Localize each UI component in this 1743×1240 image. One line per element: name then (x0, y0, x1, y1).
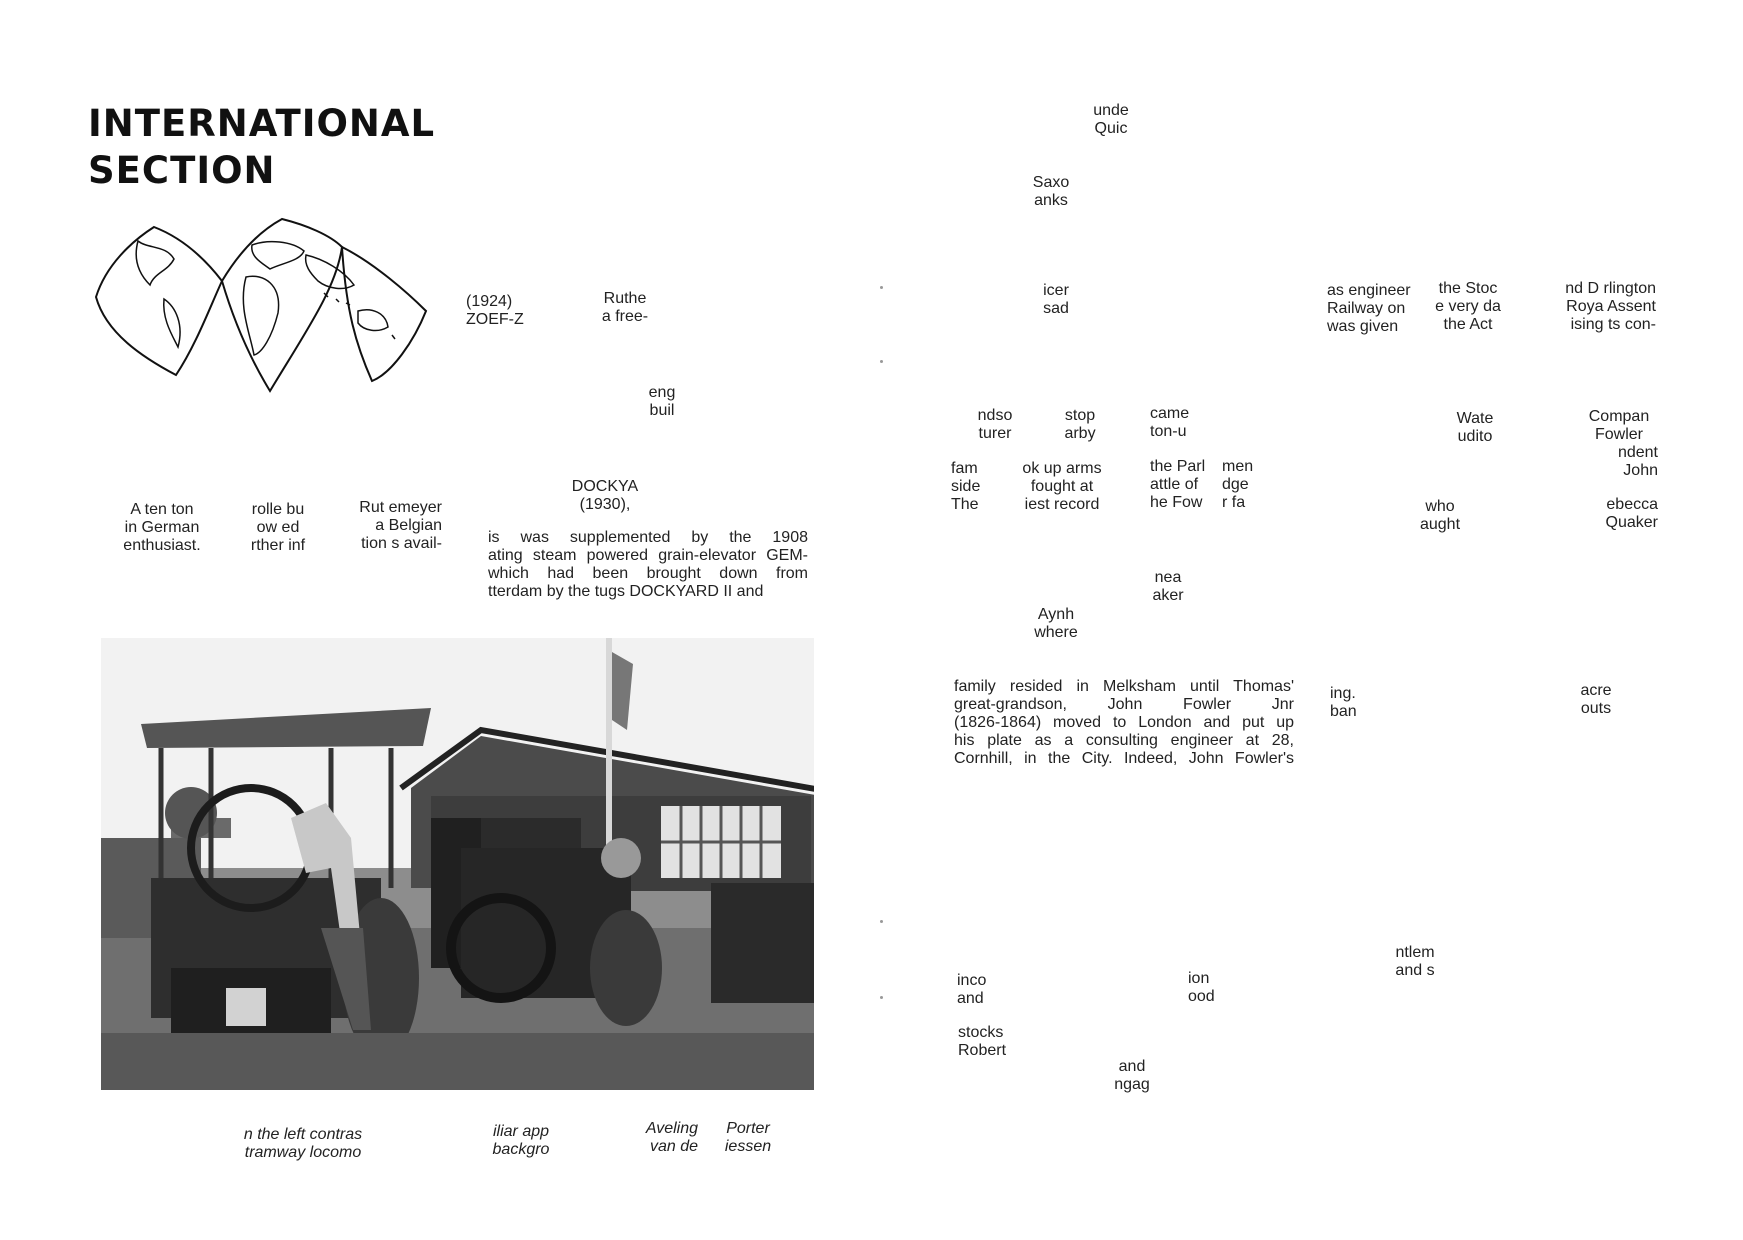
text-line: ing. (1330, 685, 1356, 702)
text-line: Wate (1456, 410, 1494, 427)
text-line: Saxo (1032, 174, 1070, 191)
text-line: n the left contras (243, 1126, 363, 1143)
text-line: family resided in Melksham until Thomas' (954, 678, 1294, 695)
text-line: Quaker (1605, 514, 1658, 531)
text-line: sad (1043, 300, 1069, 317)
text-line: rolle bu (251, 501, 305, 518)
text-line: Porter (726, 1120, 770, 1137)
fragment-ndso (972, 407, 1018, 443)
text-line: stocks (958, 1024, 1004, 1041)
fragment-wate (1452, 410, 1498, 446)
fragment-who (1410, 498, 1470, 534)
text-line: Railway on (1327, 300, 1406, 317)
title-line-1: INTERNATIONAL (88, 102, 436, 145)
photo-caption-a (228, 1126, 378, 1162)
photo-caption-d (718, 1120, 778, 1156)
scan-speck (880, 996, 883, 999)
fragment-icer (1036, 282, 1076, 318)
text-line: ntlem (1395, 944, 1435, 961)
caption-fragment-a (112, 501, 212, 555)
text-line: (1924) (466, 293, 513, 310)
text-line: tramway locomo (244, 1144, 362, 1161)
text-line: Ruthe (603, 290, 647, 307)
right-paragraph (954, 678, 1294, 768)
text-line: dge (1222, 476, 1249, 493)
text-line: Aveling (645, 1120, 698, 1137)
text-line: arby (1064, 425, 1096, 442)
steam-roller-photo (101, 638, 814, 1090)
text-line: the Stoc (1438, 280, 1498, 297)
text-line: he Fow (1150, 494, 1203, 511)
scan-speck (880, 286, 883, 289)
fragment-stoc (1428, 280, 1508, 334)
text-line: anks (1034, 192, 1068, 209)
caption-fragment-b (238, 501, 318, 555)
text-line: and (957, 990, 984, 1007)
text-line: a free- (601, 308, 649, 325)
text-line: iessen (724, 1138, 772, 1155)
scan-speck (880, 920, 883, 923)
text-line: Compan (1588, 408, 1650, 425)
text-line: ndso (977, 407, 1013, 424)
text-line: great-grandson, John Fowler Jnr (954, 696, 1294, 713)
fragment-men (1222, 458, 1253, 512)
text-line: A ten ton (130, 501, 194, 518)
text-line: van de (649, 1138, 698, 1155)
text-line: fam (951, 460, 978, 477)
fragment-saxo (1028, 174, 1074, 210)
text-line: The (951, 496, 979, 513)
text-line: Rut emeyer (359, 499, 442, 516)
text-line: rther inf (250, 537, 306, 554)
photo-caption-c (630, 1120, 698, 1156)
text-line: fought at (1030, 478, 1094, 495)
text-line: Aynh (1037, 606, 1075, 623)
text-line: who (1425, 498, 1455, 515)
text-line: DOCKYA (571, 478, 639, 495)
fragment-acre (1574, 682, 1618, 718)
fragment-came (1150, 405, 1189, 441)
fragment-parl (1150, 458, 1205, 512)
text-line: Robert (958, 1042, 1007, 1059)
text-line: ban (1330, 703, 1357, 720)
text-line: men (1222, 458, 1254, 475)
fragment-stop (1060, 407, 1100, 443)
text-line: ion (1188, 970, 1210, 987)
fragment-dockya (562, 478, 648, 514)
text-line: nd D rlington (1565, 280, 1656, 297)
text-line: ood (1188, 988, 1215, 1005)
fragment-fam (951, 460, 980, 514)
text-line: where (1034, 624, 1078, 641)
text-line: icer (1043, 282, 1069, 299)
text-line: turer (978, 425, 1012, 442)
photo-caption-b (486, 1123, 556, 1159)
fragment-aynh (1028, 606, 1084, 642)
scan-speck (880, 360, 883, 363)
text-line: aker (1152, 587, 1184, 604)
fragment-compan (1580, 408, 1658, 480)
fragment-1924 (466, 293, 524, 329)
text-line: was given (1327, 318, 1399, 335)
text-line: as engineer (1327, 282, 1411, 299)
text-line: Roya Assent (1566, 298, 1656, 315)
text-line: nea (1154, 569, 1182, 586)
text-line: a Belgian (375, 517, 442, 534)
fragment-stocks (958, 1024, 1006, 1060)
text-line: Quic (1094, 120, 1128, 137)
text-line: aught (1419, 516, 1461, 533)
text-line: eng (648, 384, 676, 401)
fragment-and (1110, 1058, 1154, 1094)
text-line: enthusiast. (123, 537, 201, 554)
text-line: ow ed (256, 519, 300, 536)
text-line: (1826-1864) moved to London and put up (954, 714, 1294, 731)
fragment-nea (1146, 569, 1190, 605)
fragment-engineer (1327, 282, 1411, 336)
text-line: ebecca (1606, 496, 1658, 513)
text-line: udito (1457, 428, 1493, 445)
fragment-ing (1330, 685, 1357, 721)
text-line: e very da (1435, 298, 1501, 315)
text-line: backgro (492, 1141, 550, 1158)
text-line: the Parl (1150, 458, 1206, 475)
text-line: unde (1093, 102, 1129, 119)
text-line: acre (1580, 682, 1612, 699)
fragment-inco (957, 972, 986, 1008)
text-line: inco (957, 972, 987, 989)
section-title (88, 100, 435, 194)
text-line: ndent (1617, 444, 1658, 461)
text-line: ising ts con- (1570, 316, 1656, 333)
fragment-arms (1012, 460, 1112, 514)
text-line: (1930), (579, 496, 631, 513)
text-line: tion s avail- (361, 535, 442, 552)
text-line: in German (124, 519, 200, 536)
text-line: outs (1580, 700, 1612, 717)
text-line: and s (1395, 962, 1435, 979)
text-line: tterdam by the tugs DOCKYARD II and (488, 583, 764, 600)
text-line: stop (1064, 407, 1096, 424)
world-map-icon (92, 215, 432, 400)
text-line: r fa (1222, 494, 1246, 511)
text-line: ating steam powered grain-elevator GEM- (488, 547, 808, 564)
text-line: Fowler (1594, 426, 1643, 443)
fragment-ntlem (1386, 944, 1444, 980)
fragment-unde (1088, 102, 1134, 138)
title-line-2: SECTION (88, 149, 276, 192)
text-line: ngag (1114, 1076, 1150, 1093)
fragment-eng (640, 384, 684, 420)
text-line: is was supplemented by the 1908 (488, 529, 808, 546)
text-line: came (1150, 405, 1190, 422)
text-line: iest record (1024, 496, 1100, 513)
caption-fragment-c (332, 499, 442, 553)
text-line: and (1118, 1058, 1146, 1075)
text-line: Cornhill, in the City. Indeed, John Fowler's (954, 750, 1294, 767)
text-line: ok up arms (1022, 460, 1102, 477)
text-line: the Act (1443, 316, 1493, 333)
text-line: side (951, 478, 981, 495)
fragment-ion (1188, 970, 1215, 1006)
text-line: which had been brought down from (488, 565, 808, 582)
text-line: ZOEF-Z (466, 311, 524, 328)
text-line: ton-u (1150, 423, 1187, 440)
text-line: iliar app (492, 1123, 550, 1140)
text-line: his plate as a consulting engineer at 28, (954, 732, 1294, 749)
text-line: attle of (1150, 476, 1199, 493)
fragment-rlington (1548, 280, 1656, 334)
text-line: buil (649, 402, 675, 419)
text-line: John (1623, 462, 1658, 479)
fragment-ruthe (590, 290, 660, 326)
left-paragraph (488, 529, 808, 601)
fragment-ebecca (1570, 496, 1658, 532)
